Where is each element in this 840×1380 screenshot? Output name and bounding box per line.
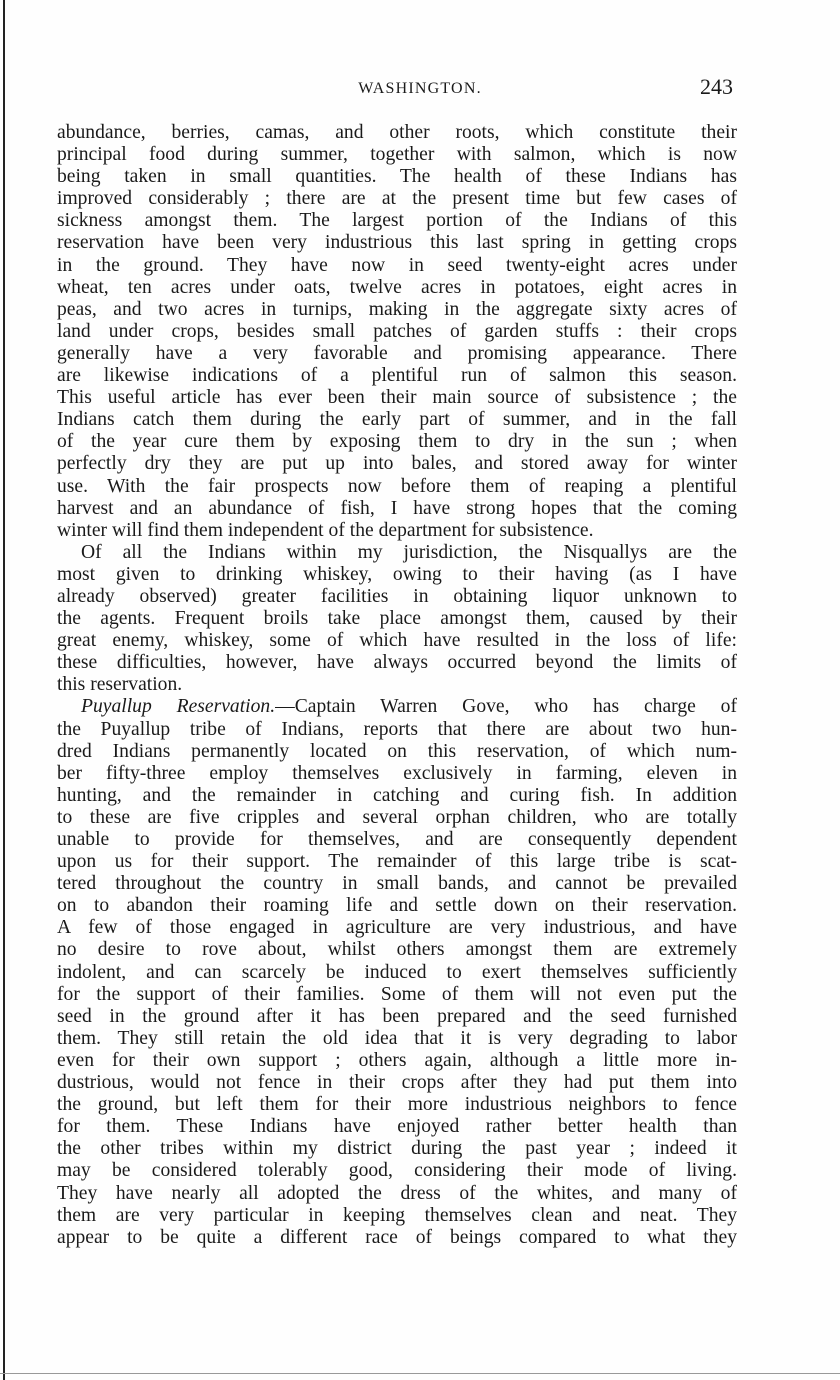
text-line: generally have a very favorable and promising appearance. There <box>57 342 737 364</box>
text-line: principal food during summer, together with salmon, which is now <box>57 144 737 166</box>
text-line: dustrious, would not fence in their crops after they had put them into <box>57 1072 737 1094</box>
text-line: harvest and an abundance of fish, I have strong hopes that the coming <box>57 497 737 519</box>
text-line: hunting, and the remainder in catching and curing fish. In addition <box>57 784 737 806</box>
text-line: winter will find them independent of the department for subsistence. <box>57 519 594 541</box>
text-line: peas, and two acres in turnips, making in the aggregate sixty acres of <box>57 298 737 320</box>
text-line: these difficulties, however, have always occurred beyond the limits of <box>57 652 737 674</box>
text-line: the other tribes within my district during the past year ; indeed it <box>57 1138 737 1160</box>
text-line: them. They still retain the old idea that it is very degrading to labor <box>57 1027 737 1049</box>
text-line: no desire to rove about, whilst others amongst them are extremely <box>57 939 737 961</box>
text-line: perfectly dry they are put up into bales, and stored away for winter <box>57 453 737 475</box>
text-line: the agents. Frequent broils take place amongst them, caused by their <box>57 608 737 630</box>
text-line: are likewise indications of a plentiful run of salmon this season. <box>57 365 737 387</box>
text-line: abundance, berries, camas, and other roots, which constitute their <box>57 122 737 143</box>
text-line: seed in the ground after it has been prepared and the seed furnished <box>57 1005 737 1027</box>
paragraph-puyallup <box>57 696 737 1248</box>
text-line: may be considered tolerably good, considering their mode of living. <box>57 1160 737 1182</box>
text-line: the ground, but left them for their more industrious neighbors to fence <box>57 1094 737 1116</box>
text-line: A few of those engaged in agriculture are very industrious, and have <box>57 917 737 939</box>
page-number: 243 <box>700 74 733 99</box>
text-line <box>57 696 737 718</box>
text-line: indolent, and can scarcely be induced to exert themselves sufficiently <box>57 961 737 983</box>
text-line: in the ground. They have now in seed twenty-eight acres under <box>57 254 737 276</box>
text-line: of the year cure them by exposing them to dry in the sun ; when <box>57 431 737 453</box>
section-lead: Puyallup Reservation. <box>81 696 276 718</box>
text-line: tered throughout the country in small bands, and cannot be prevailed <box>57 873 737 895</box>
text-line: wheat, ten acres under oats, twelve acres in potatoes, eight acres in <box>57 276 737 298</box>
paragraph-nisquallys <box>57 542 737 697</box>
text-line: Of all the Indians within my jurisdiction, the Nisquallys are the <box>81 541 737 563</box>
text-line: upon us for their support. The remainder of this large tribe is scat- <box>57 851 737 873</box>
text-line: ber fifty-three employ themselves exclusively in farming, eleven in <box>57 762 737 784</box>
text-line: this reservation. <box>57 674 183 696</box>
text-line: already observed) greater facilities in obtaining liquor unknown to <box>57 585 737 607</box>
text-line: being taken in small quantities. The health of these Indians has <box>57 166 737 188</box>
text-line: This useful article has ever been their main source of subsistence ; the <box>57 387 737 409</box>
text-line: dred Indians permanently located on this reservation, of which num- <box>57 740 737 762</box>
text-line: reservation have been very industrious this last spring in getting crops <box>57 232 737 254</box>
paragraph-continued <box>57 122 737 542</box>
text-line: sickness amongst them. The largest portion of the Indians of this <box>57 210 737 232</box>
text-line: most given to drinking whiskey, owing to their having (as I have <box>57 563 737 585</box>
text-line: They have nearly all adopted the dress of the whites, and many of <box>57 1182 737 1204</box>
text-line: even for their own support ; others again, although a little more in- <box>57 1049 737 1071</box>
running-title: WASHINGTON. <box>358 80 482 97</box>
page-edge <box>3 0 5 1380</box>
text-line: improved considerably ; there are at the present time but few cases of <box>57 188 737 210</box>
body-text <box>57 122 737 1249</box>
text-line: on to abandon their roaming life and settle down on their reservation. <box>57 895 737 917</box>
running-head <box>0 74 840 104</box>
text-line: to these are five cripples and several orphan children, who are totally <box>57 806 737 828</box>
text-line: for the support of their families. Some of them will not even put the <box>57 983 737 1005</box>
page-bottom-edge <box>0 1373 840 1374</box>
text-line: land under crops, besides small patches of garden stuffs : their crops <box>57 320 737 342</box>
text-line: appear to be quite a different race of beings compared to what they <box>57 1226 737 1248</box>
section-lead-rest: —Captain Warren Gove, who has charge of <box>275 696 737 718</box>
text-line: for them. These Indians have enjoyed rather better health than <box>57 1116 737 1138</box>
text-line: them are very particular in keeping themselves clean and neat. They <box>57 1204 737 1226</box>
text-line: unable to provide for themselves, and are consequently dependent <box>57 829 737 850</box>
text-line: Indians catch them during the early part of summer, and in the fall <box>57 409 737 431</box>
text-line: great enemy, whiskey, some of which have resulted in the loss of life: <box>57 630 737 652</box>
text-line: use. With the fair prospects now before them of reaping a plentiful <box>57 475 737 497</box>
text-line: the Puyallup tribe of Indians, reports that there are about two hun- <box>57 718 737 740</box>
